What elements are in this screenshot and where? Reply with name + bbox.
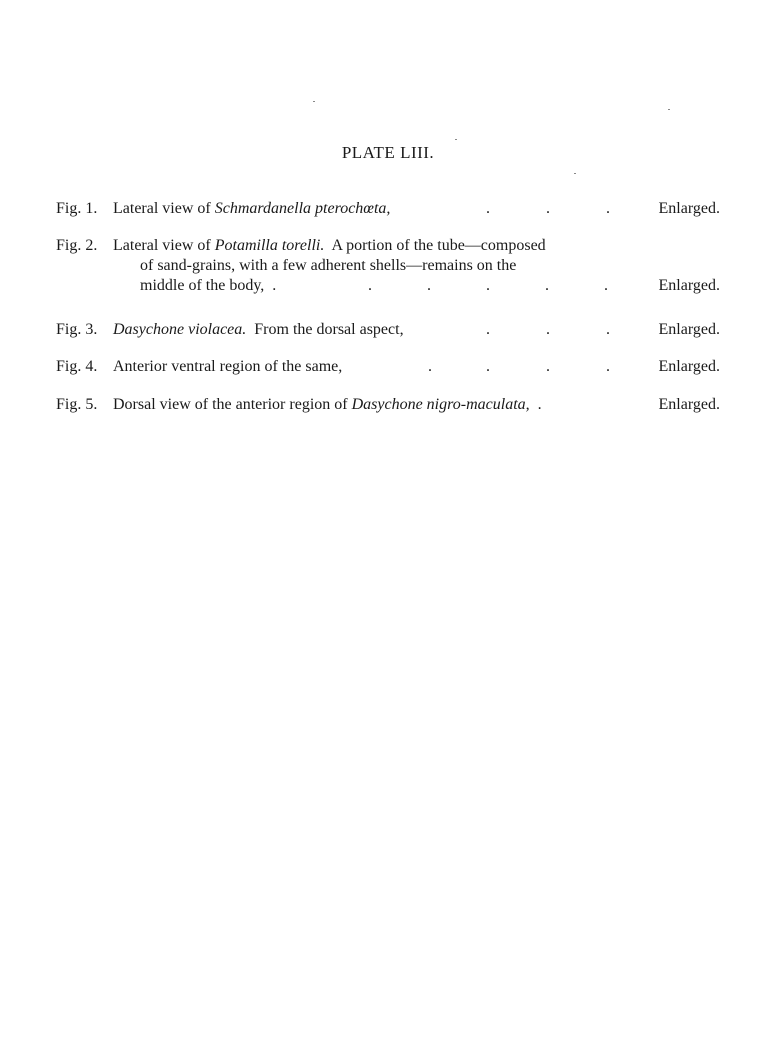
figure-description: Lateral view of Schmardanella pterochœta, [113,200,391,217]
figure-number: Fig. 5. [56,396,98,413]
figure-description: Anterior ventral region of the same, [113,358,343,375]
plate-title: PLATE LIII. [341,143,435,162]
figure-number: Fig. 3. [56,321,98,338]
figure-description: Lateral view of Potamilla torelli. A portion of the tube—composed [113,237,546,254]
figure-number: Fig. 2. [56,237,98,254]
speck-mark [455,139,457,140]
scale-label: Enlarged. [658,358,720,375]
scale-label: Enlarged. [658,321,720,338]
figure-number: Fig. 1. [56,200,98,217]
figure-description: Dasychone violacea. From the dorsal aspect, [113,321,404,338]
speck-mark [313,101,315,102]
figure-description-continued: middle of the body, . [140,277,277,294]
figure-entry-1: Fig. 1. Lateral view of Schmardanella pterochœta, . . . Enlarged. [56,200,720,217]
scale-label: Enlarged. [658,396,720,413]
scale-label: Enlarged. [658,277,720,294]
speck-mark [574,173,576,174]
figure-description-continued: of sand-grains, with a few adherent shells—remains on the [140,257,517,274]
figure-number: Fig. 4. [56,358,98,375]
figure-entry-3: Fig. 3. Dasychone violacea. From the dorsal aspect, . . . Enlarged. [56,321,720,338]
figure-entry-2: Fig. 2. Lateral view of Potamilla torelli. A portion of the tube—composed of sand-grains, with a few adherent shells—remains on the middle of the body, . . . . . . Enlarged. [56,237,720,294]
scale-label: Enlarged. [658,200,720,217]
figure-entry-5 [56,395,720,415]
speck-mark [668,109,670,110]
figure-description: Dorsal view of the anterior region of Dasychone nigro-maculata, . [113,396,542,413]
figure-entry-4: Fig. 4. Anterior ventral region of the same, . . . . Enlarged. [56,358,720,375]
